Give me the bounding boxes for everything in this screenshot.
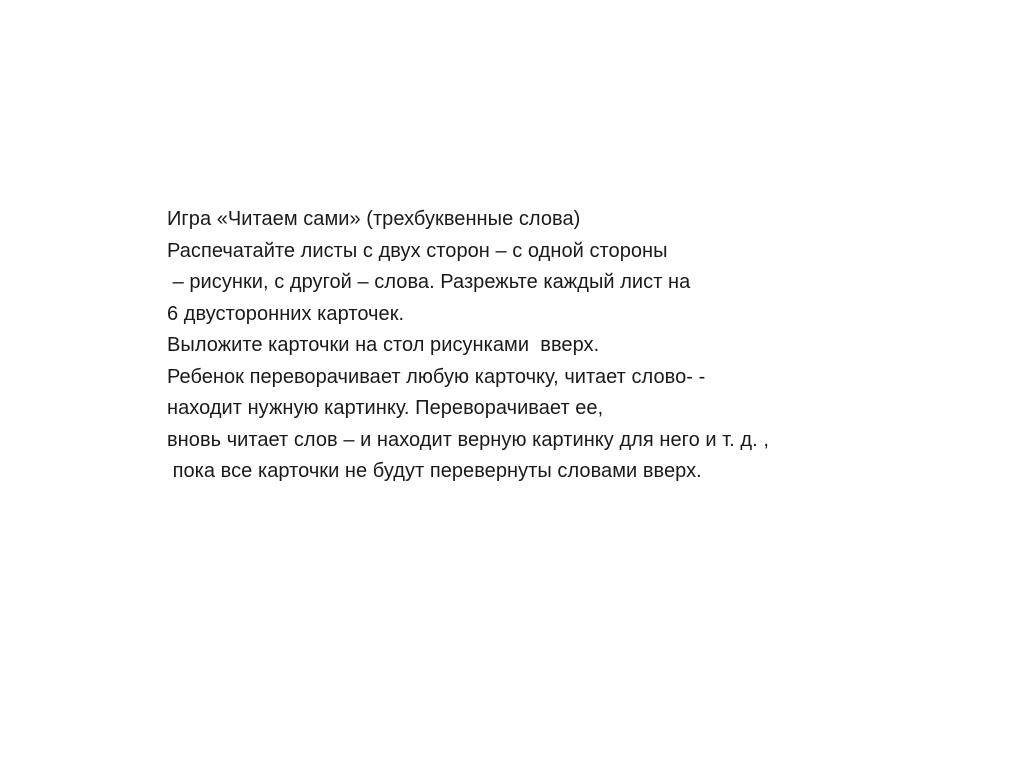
text-line-title: Игра «Читаем сами» (трехбуквенные слова) xyxy=(167,208,581,230)
text-line: Распечатайте листы с двух сторон – с одной стороны xyxy=(167,239,668,262)
text-line: находит нужную картинку. Переворачивает ее, xyxy=(167,397,604,419)
text-line: пока все карточки не будут перевернуты словами вверх. xyxy=(167,460,702,482)
instructions-text xyxy=(167,204,927,488)
text-line: вновь читает слов – и находит верную картинку для него и т. д. , xyxy=(167,428,769,451)
text-line: – рисунки, с другой – слова. Разрежьте каждый лист на xyxy=(167,271,691,293)
text-line: Ребенок переворачивает любую карточку, читает слово- - xyxy=(167,365,706,388)
text-line: 6 двусторонних карточек. xyxy=(167,302,405,325)
text-line: Выложите карточки на стол рисунками вверх. xyxy=(167,334,600,356)
